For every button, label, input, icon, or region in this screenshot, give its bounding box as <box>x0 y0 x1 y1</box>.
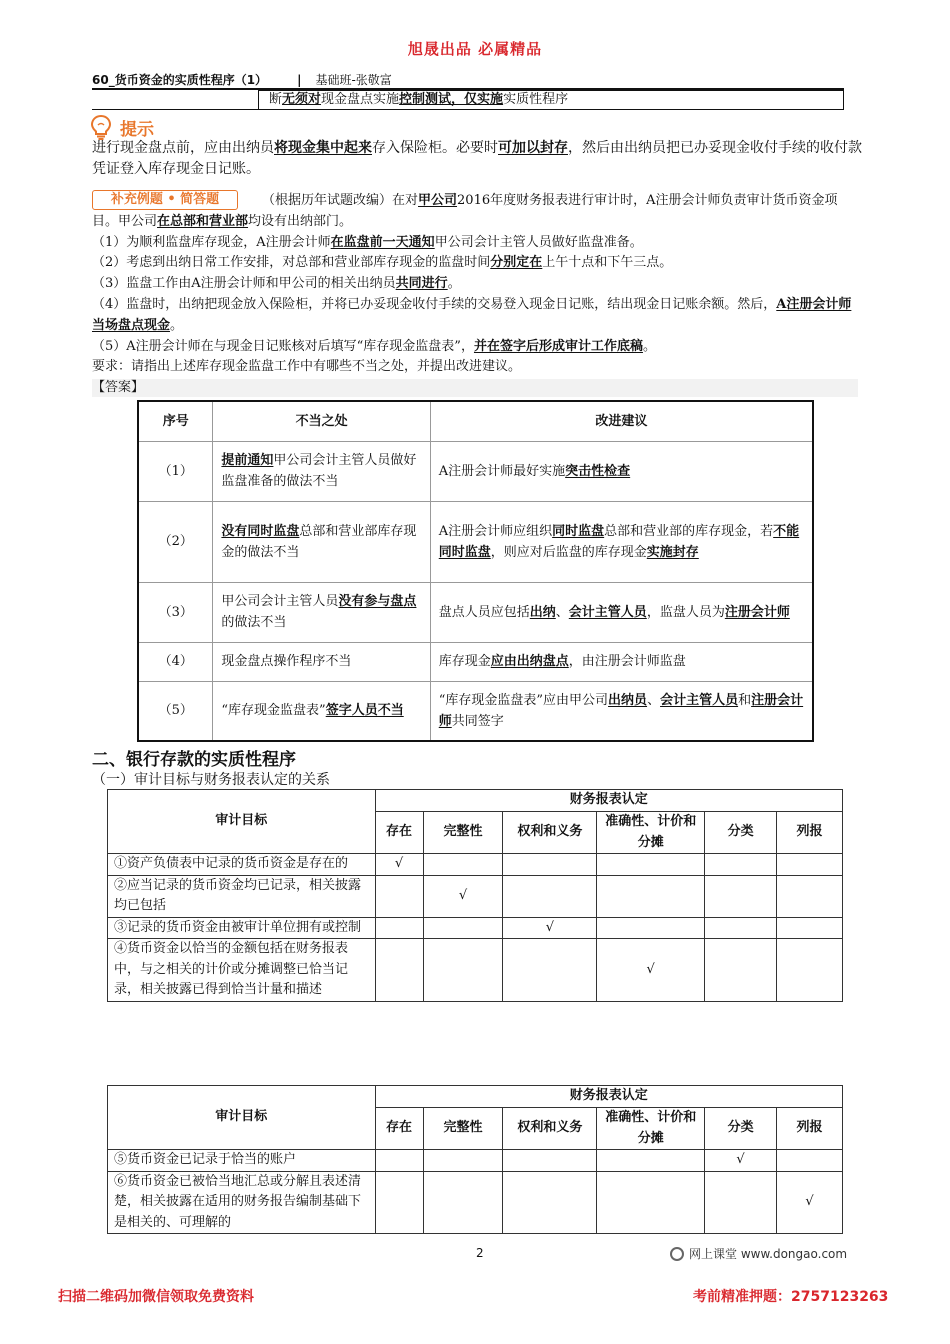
check-mark: √ <box>777 1171 843 1234</box>
note-box: 断无须对现金盘点实施控制测试，仅实施实质性程序 <box>258 90 844 110</box>
check-mark: √ <box>597 939 705 1002</box>
empty-cell <box>503 875 597 917</box>
answer-table-header: 序号 不当之处 改进建议 <box>138 401 813 441</box>
footer-right-promo: 考前精准押题：2757123263 <box>693 1289 889 1305</box>
lightbulb-icon <box>90 114 112 140</box>
answer-table <box>137 400 814 742</box>
table-row <box>108 917 843 939</box>
empty-cell <box>597 1150 705 1172</box>
logo-icon <box>670 1247 684 1261</box>
tip-heading <box>90 114 154 140</box>
audit-goal: ⑤货币资金已记录于恰当的账户 <box>108 1150 376 1172</box>
empty-cell <box>777 939 843 1002</box>
empty-cell <box>777 875 843 917</box>
empty-cell <box>705 1171 777 1234</box>
check-mark: √ <box>705 1150 777 1172</box>
answer-label: 【答案】 <box>92 379 858 397</box>
audit-goal: ②应当记录的货币资金均已记录，相关披露均已包括 <box>108 875 376 917</box>
empty-cell <box>705 917 777 939</box>
empty-cell <box>777 917 843 939</box>
audit-goal: ⑥货币资金已被恰当地汇总或分解且表述清楚，相关披露在适用的财务报告编制基础下是相关的、可理解的 <box>108 1171 376 1234</box>
empty-cell <box>777 1150 843 1172</box>
audit-goal: ④货币资金以恰当的金额包括在财务报表中，与之相关的计价或分摊调整已恰当记录，相关披露已得到恰当计量和描述 <box>108 939 376 1002</box>
section-heading: 二、银行存款的实质性程序 <box>92 750 296 770</box>
table-row <box>108 939 843 1002</box>
course-title: 60_货币资金的实质性程序（1） <box>92 73 268 87</box>
empty-cell <box>375 1171 423 1234</box>
brand-banner: 旭晟出品 必属精品 <box>407 40 543 58</box>
empty-cell <box>423 854 503 876</box>
empty-cell <box>705 854 777 876</box>
course-header <box>92 71 392 88</box>
empty-cell <box>503 1171 597 1234</box>
example-tag: 补充例题 • 简答题 <box>92 190 238 210</box>
dongao-logo: 网上课堂 www.dongao.com <box>670 1245 847 1262</box>
audit-goal: ③记录的货币资金由被审计单位拥有或控制 <box>108 917 376 939</box>
check-mark: √ <box>423 875 503 917</box>
table-row <box>108 1150 843 1172</box>
tip-label: 提示 <box>120 119 154 140</box>
empty-cell <box>423 1150 503 1172</box>
assertion-table-2: 审计目标 财务报表认定 存在 完整性 权利和义务 准确性、计价和分摊 分类 列报 ⑤货币资金已记录于恰当的账户 √ ⑥货币资金已被恰当地汇总或分解且表述清楚，相关披露在适用的财务报告编制基础下是相关的、可理解的 √ <box>107 1085 843 1234</box>
subsection-heading: （一）审计目标与财务报表认定的关系 <box>92 772 330 788</box>
footer-left-promo: 扫描二维码加微信领取免费资料 <box>58 1289 254 1305</box>
empty-cell <box>597 875 705 917</box>
empty-cell <box>597 1171 705 1234</box>
empty-cell <box>375 875 423 917</box>
empty-cell <box>375 917 423 939</box>
table-row: （3） 甲公司会计主管人员没有参与盘点的做法不当 盘点人员应包括出纳、会计主管人员，监盘人员为注册会计师 <box>138 582 813 642</box>
empty-cell <box>423 1171 503 1234</box>
example-text: （根据历年试题改编）在对甲公司2016年度财务报表进行审计时，A注册会计师负责审计货币资金项目。甲公司在总部和营业部均设有出纳部门。 （1）为顺利监盘库存现金，A注册会计师在监盘前一天通知甲公司会计主管人员做好监盘准备。 （2）考虑到出纳日常工作安排，对总部和营业部库存现金的监盘时间分别定在上午十点和下午三点。 （3）监盘工作由A注册会计师和甲公司的相关出纳员共同进行。 （4）监盘时，出纳把现金放入保险柜，并将已办妥现金收付手续的交易登入现金日记账，结出现金日记账余额。然后，A注册会计师当场盘点现金。 （5）A注册会计师在与现金日记账核对后填写“库存现金监盘表”，并在签字后形成审计工作底稿。 要求：请指出上述库存现金监盘工作中有哪些不当之处，并提出改进建议。 <box>92 193 852 375</box>
empty-cell <box>597 917 705 939</box>
teacher-label: 基础班-张敬富 <box>315 73 392 87</box>
empty-cell <box>423 917 503 939</box>
empty-cell <box>375 1150 423 1172</box>
table-row <box>108 875 843 917</box>
empty-cell <box>375 939 423 1002</box>
empty-cell <box>423 939 503 1002</box>
table-row <box>108 1171 843 1234</box>
audit-goal: ①资产负债表中记录的货币资金是存在的 <box>108 854 376 876</box>
empty-cell <box>705 875 777 917</box>
empty-cell <box>503 854 597 876</box>
assertion-table-1: 审计目标 财务报表认定 存在 完整性 权利和义务 准确性、计价和分摊 分类 列报 ①资产负债表中记录的货币资金是存在的 √ ②应当记录的货币资金均已记录，相关披露均已包括 √ ③记录的货币资金由被审计单位拥有或控制 √ ④货币资金以恰当的金额包括在财务报表中，与之相关的计价或分摊调整已恰当记录，相关披露已得到恰当计量和描述 √ <box>107 789 843 1002</box>
empty-cell <box>597 854 705 876</box>
table-row: （5） “库存现金监盘表”签字人员不当 “库存现金监盘表”应由甲公司出纳员、会计主管人员和注册会计师共同签字 <box>138 681 813 741</box>
table-row: （4） 现金盘点操作程序不当 库存现金应由出纳盘点，由注册会计师监盘 <box>138 642 813 681</box>
header-separator: | <box>297 73 302 87</box>
empty-cell <box>503 1150 597 1172</box>
table-row: （1） 提前通知甲公司会计主管人员做好监盘准备的做法不当 A注册会计师最好实施突击性检查 <box>138 441 813 501</box>
empty-cell <box>777 854 843 876</box>
check-mark: √ <box>375 854 423 876</box>
tip-paragraph: 进行现金盘点前，应由出纳员将现金集中起来存入保险柜。必要时可加以封存，然后由出纳员把已办妥现金收付手续的收付款凭证登入库存现金日记账。 <box>92 140 862 177</box>
table-row <box>108 854 843 876</box>
check-mark: √ <box>503 917 597 939</box>
page-number: 2 <box>476 1246 484 1260</box>
table-row: （2） 没有同时监盘总部和营业部库存现金的做法不当 A注册会计师应组织同时监盘总部和营业部的库存现金，若不能同时监盘，则应对后监盘的库存现金实施封存 <box>138 501 813 582</box>
empty-cell <box>705 939 777 1002</box>
empty-cell <box>503 939 597 1002</box>
